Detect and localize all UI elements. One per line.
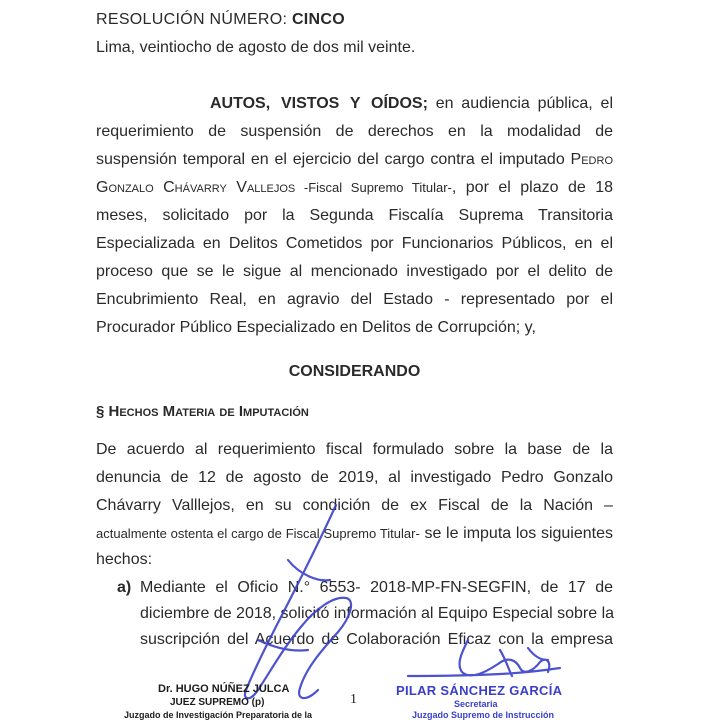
intro-line-5: meses, solicitado por la Segunda Fiscalía Suprema Transitoria bbox=[96, 207, 613, 224]
intro-text: , por el plazo de 18 bbox=[451, 179, 614, 196]
body-line-3: Chávarry Valllejos, en su condición de ex Fiscal de la Nación – bbox=[96, 497, 613, 514]
item-a-line-3: suscripción del Acuerdo de Colaboración Eficaz con la empresa bbox=[140, 631, 613, 648]
resolution-number: CINCO bbox=[291, 11, 346, 28]
intro-line-7: proceso que se le sigue al mencionado investigado por el delito de bbox=[96, 263, 613, 280]
judge-title: JUEZ SUPREMO (p) bbox=[170, 697, 265, 708]
item-a-label: a) bbox=[117, 579, 132, 596]
autos-vistos-oidos: AUTOS, VISTOS Y OÍDOS; bbox=[210, 95, 428, 112]
judge-signature bbox=[245, 505, 351, 698]
page-number: 1 bbox=[350, 692, 357, 707]
intro-line-9: Procurador Público Especializado en Delitos de Corrupción; y, bbox=[96, 319, 536, 336]
intro-line-6: Especializada en Delitos Cometidos por Funcionarios Públicos, en el bbox=[96, 235, 613, 252]
judge-court: Juzgado de Investigación Preparatoria de la bbox=[124, 710, 313, 720]
judge-name: Dr. HUGO NÚÑEZ JULCA bbox=[158, 683, 290, 695]
defendant-position: -Fiscal Supremo Titular- bbox=[295, 180, 452, 195]
intro-line-2: requerimiento de suspensión de derechos en la modalidad de bbox=[96, 123, 613, 140]
body-line-1: De acuerdo al requerimiento fiscal formulado sobre la base de la bbox=[96, 441, 613, 458]
secretary-title: Secretaria bbox=[454, 699, 498, 709]
resolution-prefix: RESOLUCIÓN NÚMERO: bbox=[96, 11, 292, 28]
body-line-2: denuncia de 12 de agosto de 2019, al investigado Pedro Gonzalo bbox=[96, 469, 613, 486]
considerando-heading: CONSIDERANDO bbox=[288, 363, 421, 380]
body-line-5: hechos: bbox=[96, 551, 153, 568]
secretary-name: PILAR SÁNCHEZ GARCÍA bbox=[396, 683, 563, 698]
date-line: Lima, veintiocho de agosto de dos mil veinte. bbox=[96, 39, 416, 56]
defendant-name-part: Pedro bbox=[570, 151, 613, 168]
item-a-line-1: Mediante el Oficio N.° 6553- 2018-MP-FN-SEGFIN, de 17 de bbox=[140, 579, 613, 596]
secretary-signature bbox=[408, 640, 560, 676]
body-text: se le imputa los siguientes bbox=[419, 525, 613, 542]
secretary-court: Juzgado Supremo de Instrucción bbox=[412, 710, 555, 720]
intro-line-8: Encubrimiento Real, en agravio del Estado - representado por el bbox=[96, 291, 613, 308]
section-heading: § Hechos Materia de Imputación bbox=[96, 403, 309, 420]
intro-text: suspensión temporal en el ejercicio del cargo contra el imputado bbox=[96, 151, 571, 168]
item-a-line-2: diciembre de 2018, solicitó información al Equipo Especial sobre la bbox=[140, 605, 615, 622]
defendant-name: Gonzalo Chávarry Vallejos bbox=[96, 179, 296, 196]
current-position-note: actualmente ostenta el cargo de Fiscal Supremo Titular- bbox=[96, 526, 420, 541]
intro-text: en audiencia pública, el bbox=[427, 95, 613, 112]
